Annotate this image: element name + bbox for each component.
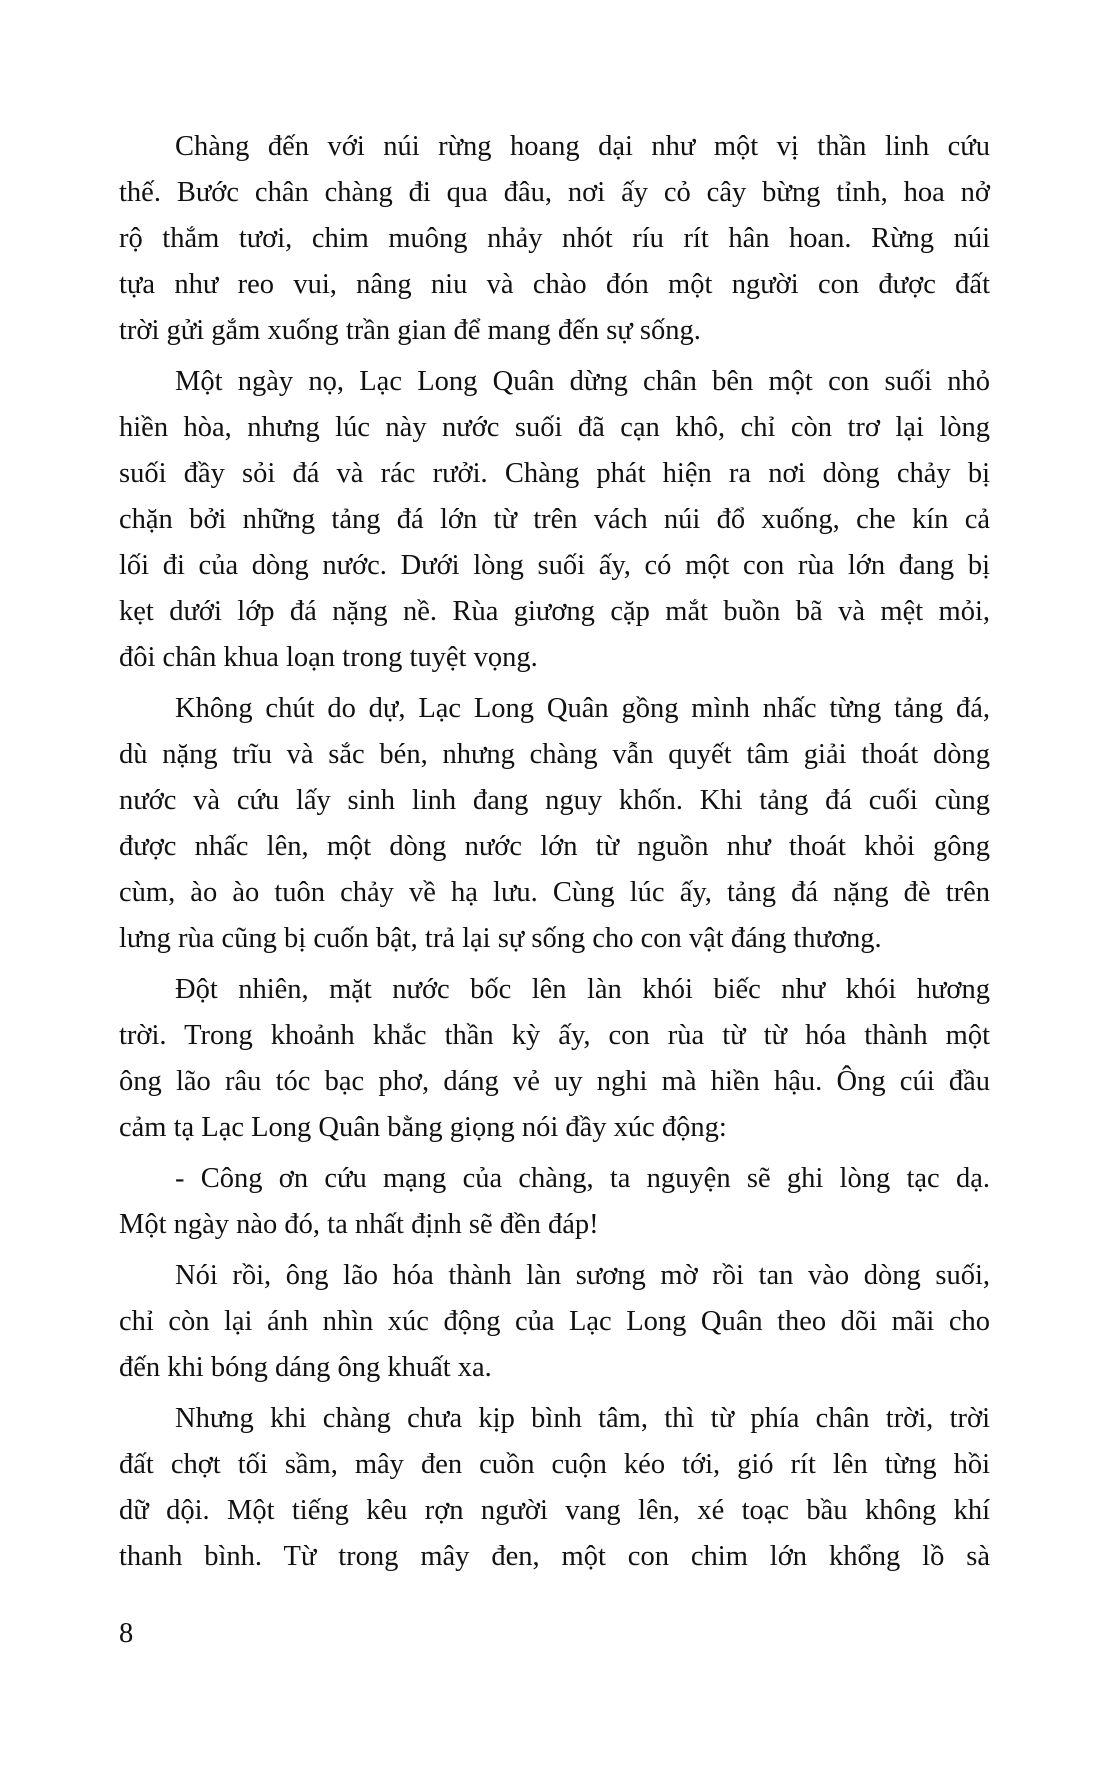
text-line: lưng rùa cũng bị cuốn bật, trả lại sự sống cho con vật đáng thương. xyxy=(119,923,882,954)
paragraph xyxy=(119,124,990,354)
text-line: cùm, ào ào tuôn chảy về hạ lưu. Cùng lúc ấy, tảng đá nặng đè trên xyxy=(119,877,990,908)
text-line: chặn bởi những tảng đá lớn từ trên vách núi đổ xuống, che kín cả xyxy=(119,504,990,535)
text-line: đến khi bóng dáng ông khuất xa. xyxy=(119,1352,492,1383)
text-line: tựa như reo vui, nâng niu và chào đón một người con được đất xyxy=(119,269,990,300)
text-line: Không chút do dự, Lạc Long Quân gồng mình nhấc từng tảng đá, xyxy=(175,693,990,724)
text-line: dù nặng trĩu và sắc bén, nhưng chàng vẫn quyết tâm giải thoát dòng xyxy=(119,739,990,770)
text-line: - Công ơn cứu mạng của chàng, ta nguyện sẽ ghi lòng tạc dạ. xyxy=(175,1163,990,1194)
paragraph xyxy=(119,686,990,962)
paragraph xyxy=(119,967,990,1151)
paragraph xyxy=(119,1156,990,1248)
text-line: rộ thắm tươi, chim muông nhảy nhót ríu rít hân hoan. Rừng núi xyxy=(119,223,990,254)
text-line: đôi chân khua loạn trong tuyệt vọng. xyxy=(119,642,538,673)
text-line: trời gửi gắm xuống trần gian để mang đến sự sống. xyxy=(119,315,701,346)
paragraph xyxy=(119,359,990,681)
text-line: lối đi của dòng nước. Dưới lòng suối ấy, có một con rùa lớn đang bị xyxy=(119,550,990,581)
text-line: trời. Trong khoảnh khắc thần kỳ ấy, con rùa từ từ hóa thành một xyxy=(119,1020,990,1051)
text-line: Đột nhiên, mặt nước bốc lên làn khói biếc như khói hương xyxy=(175,974,990,1005)
text-line: được nhấc lên, một dòng nước lớn từ nguồn như thoát khỏi gông xyxy=(119,831,990,862)
text-line: dữ dội. Một tiếng kêu rợn người vang lên, xé toạc bầu không khí xyxy=(119,1495,990,1526)
paragraph xyxy=(119,1396,990,1580)
text-line: kẹt dưới lớp đá nặng nề. Rùa giương cặp mắt buồn bã và mệt mỏi, xyxy=(119,596,990,627)
text-line: chỉ còn lại ánh nhìn xúc động của Lạc Long Quân theo dõi mãi cho xyxy=(119,1306,990,1337)
text-line: thanh bình. Từ trong mây đen, một con chim lớn khổng lồ sà xyxy=(119,1541,990,1572)
page-body-text xyxy=(119,124,990,1585)
page-number: 8 xyxy=(119,1618,134,1649)
text-line: hiền hòa, nhưng lúc này nước suối đã cạn khô, chỉ còn trơ lại lòng xyxy=(119,412,990,443)
text-line: Chàng đến với núi rừng hoang dại như một vị thần linh cứu xyxy=(175,131,990,162)
text-line: Nói rồi, ông lão hóa thành làn sương mờ rồi tan vào dòng suối, xyxy=(175,1260,990,1291)
text-line: nước và cứu lấy sinh linh đang nguy khốn. Khi tảng đá cuối cùng xyxy=(119,785,990,816)
text-line: Nhưng khi chàng chưa kịp bình tâm, thì từ phía chân trời, trời xyxy=(175,1403,990,1434)
text-line: suối đầy sỏi đá và rác rưởi. Chàng phát hiện ra nơi dòng chảy bị xyxy=(119,458,990,489)
text-line: thế. Bước chân chàng đi qua đâu, nơi ấy cỏ cây bừng tỉnh, hoa nở xyxy=(119,177,990,208)
text-line: Một ngày nào đó, ta nhất định sẽ đền đáp! xyxy=(119,1209,599,1240)
text-line: ông lão râu tóc bạc phơ, dáng vẻ uy nghi mà hiền hậu. Ông cúi đầu xyxy=(119,1066,990,1097)
paragraph xyxy=(119,1253,990,1391)
text-line: Một ngày nọ, Lạc Long Quân dừng chân bên một con suối nhỏ xyxy=(175,366,990,397)
text-line: đất chợt tối sầm, mây đen cuồn cuộn kéo tới, gió rít lên từng hồi xyxy=(119,1449,990,1480)
text-line: cảm tạ Lạc Long Quân bằng giọng nói đầy xúc động: xyxy=(119,1112,727,1143)
